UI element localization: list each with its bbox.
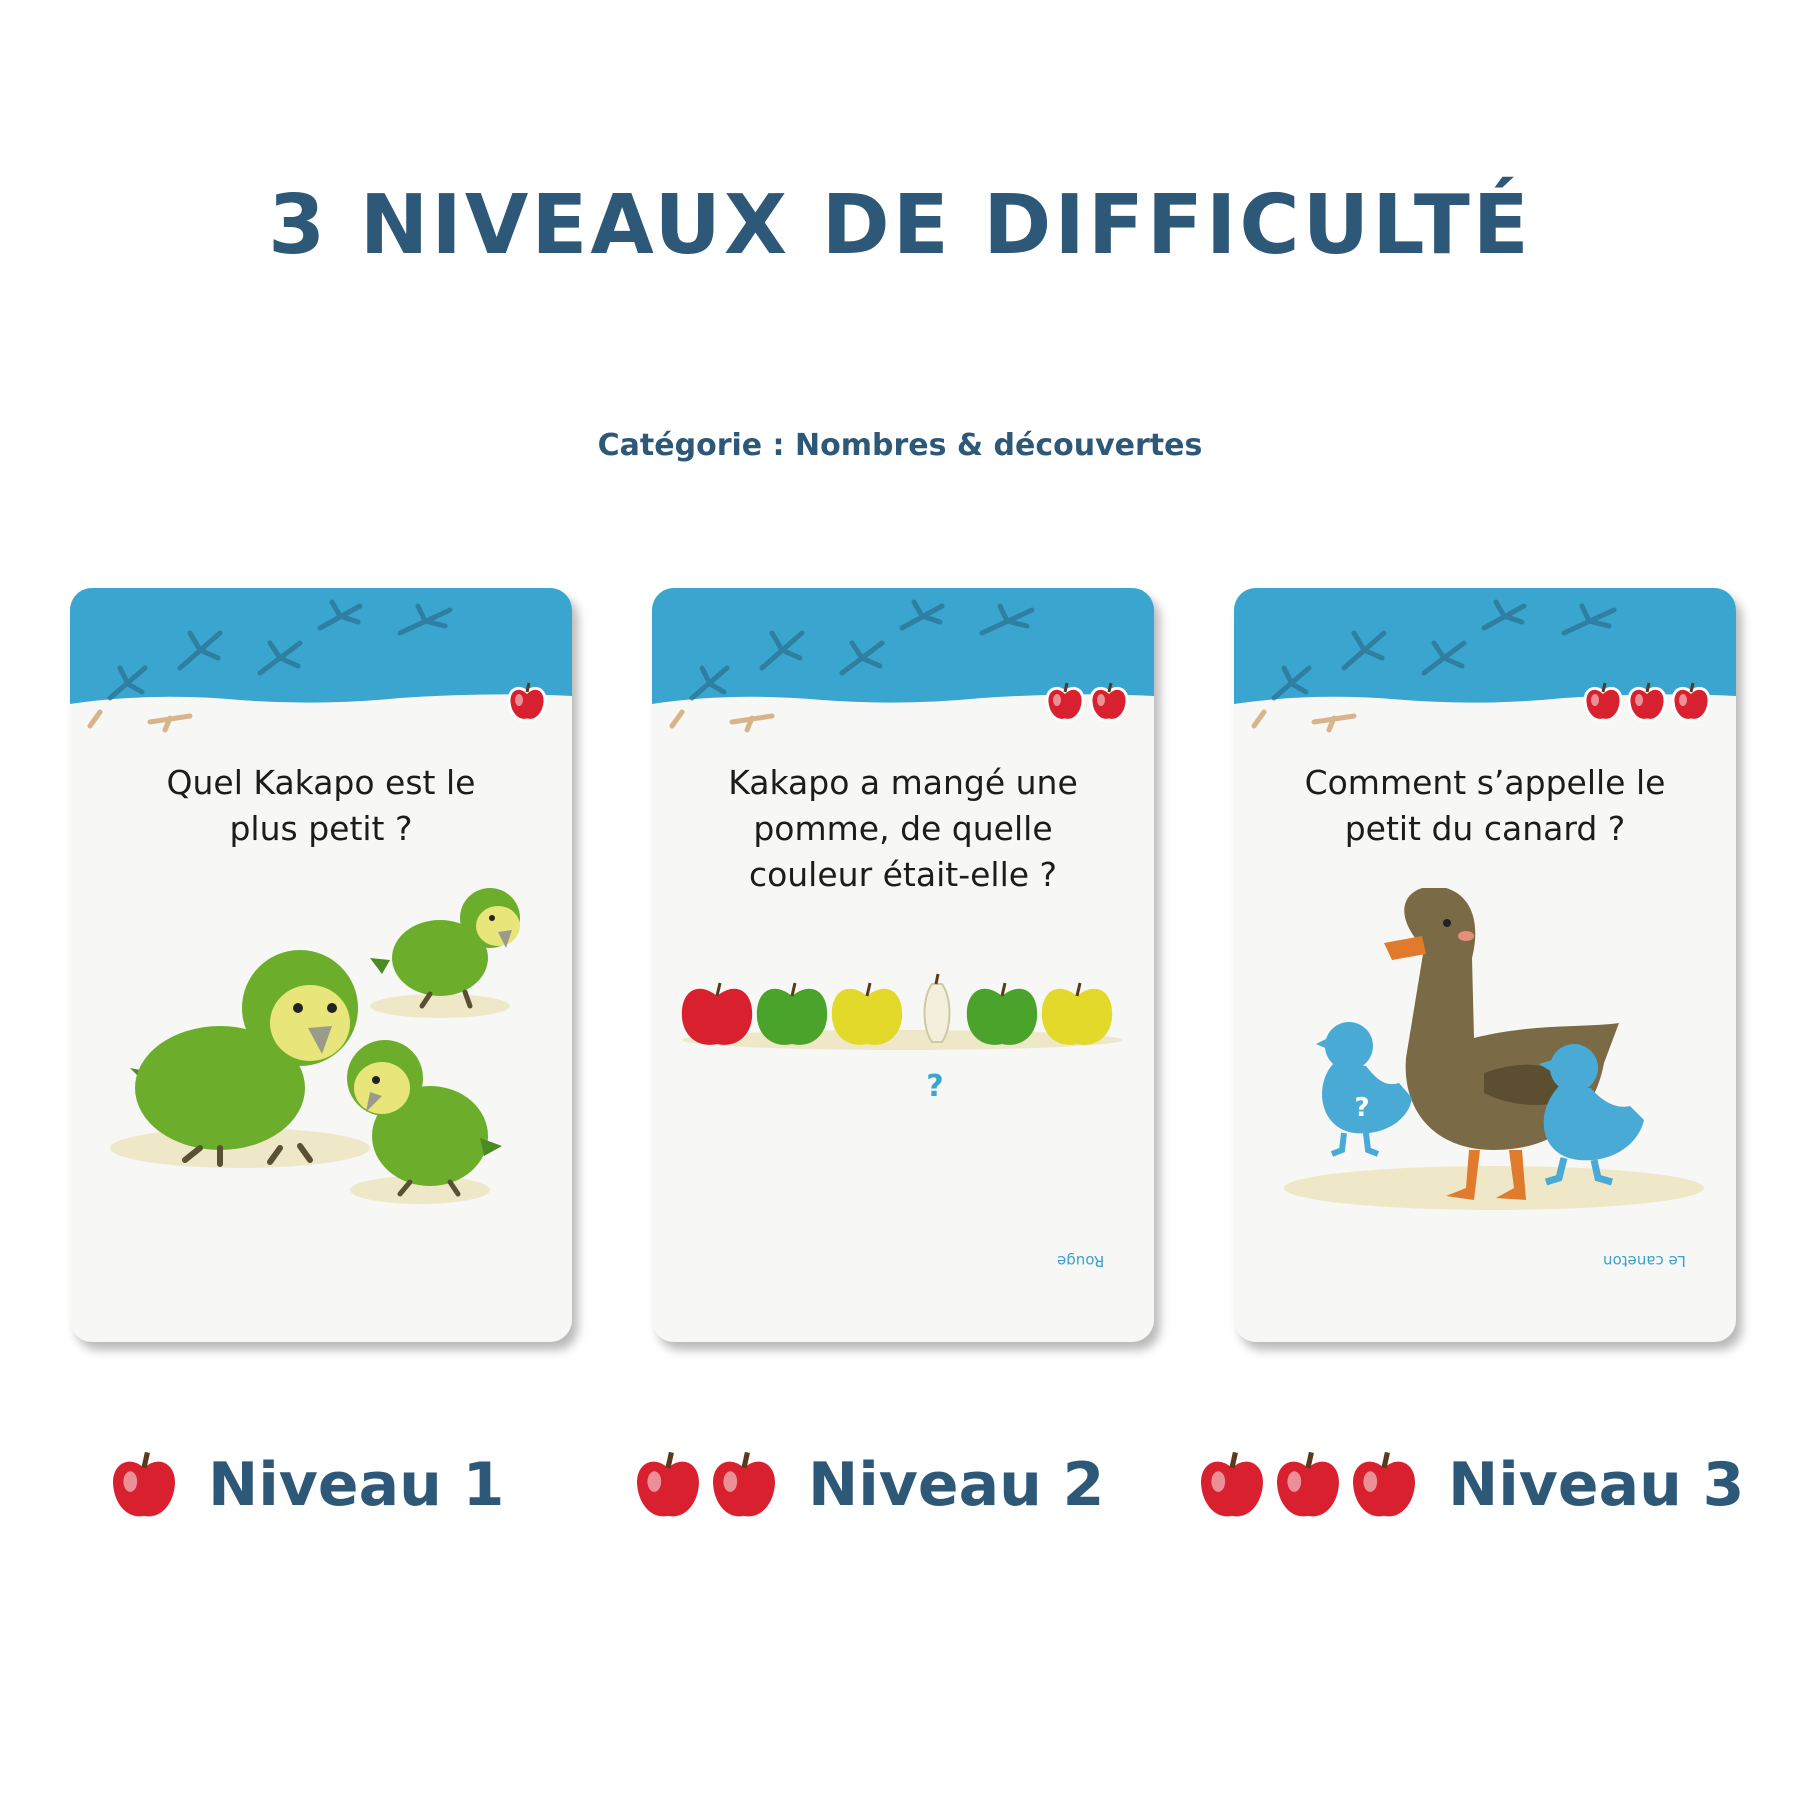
apple-icon	[1348, 1447, 1420, 1523]
level-apples	[632, 1447, 780, 1523]
card-header-footprints	[70, 588, 572, 738]
duckling-silhouette	[1539, 1044, 1644, 1182]
level-3	[1196, 1440, 1744, 1530]
card-difficulty-apples	[1582, 680, 1712, 724]
level-apples	[1196, 1447, 1420, 1523]
card-difficulty-apples	[506, 680, 548, 724]
apple-icon	[708, 1447, 780, 1523]
question-mark: ?	[1354, 1093, 1370, 1123]
question-card-level-1[interactable]	[70, 588, 572, 1342]
apple-icon	[1272, 1447, 1344, 1523]
apple-icon	[1196, 1447, 1268, 1523]
card-question: Comment s’appelle le petit du canard ?	[1304, 763, 1666, 848]
card-difficulty-apples	[1044, 680, 1130, 724]
level-label: Niveau 2	[808, 1450, 1105, 1520]
level-1	[108, 1440, 504, 1530]
apple-row-illustration	[652, 888, 1154, 1308]
level-apples	[108, 1447, 180, 1523]
apple-icon	[506, 680, 548, 724]
question-card-level-2[interactable]	[652, 588, 1154, 1342]
category-label: Catégorie : Nombres & découvertes	[597, 428, 1203, 463]
apple-icon	[1670, 680, 1712, 724]
apple-icon	[632, 1447, 704, 1523]
kakapo-illustration	[70, 888, 572, 1308]
apple-icon	[1626, 680, 1668, 724]
question-mark: ?	[926, 1069, 944, 1104]
card-question: Quel Kakapo est le plus petit ?	[166, 763, 476, 848]
level-2	[632, 1440, 1104, 1530]
apple-icon	[1044, 680, 1086, 724]
question-card-level-3[interactable]	[1234, 588, 1736, 1342]
apple-icon	[1088, 680, 1130, 724]
duckling-silhouette	[1316, 1022, 1412, 1154]
level-label: Niveau 3	[1448, 1450, 1745, 1520]
level-label: Niveau 1	[208, 1450, 505, 1520]
apple-icon	[108, 1447, 180, 1523]
card-answer-upside-down: Le caneton	[1603, 1252, 1686, 1270]
card-answer-upside-down: Rouge	[1056, 1252, 1104, 1270]
apple-icon	[1582, 680, 1624, 724]
duck-illustration	[1234, 888, 1736, 1308]
card-question: Kakapo a mangé une pomme, de quelle couleur était-elle ?	[728, 763, 1078, 894]
page-title: 3 NIVEAUX DE DIFFICULTÉ	[268, 178, 1532, 273]
